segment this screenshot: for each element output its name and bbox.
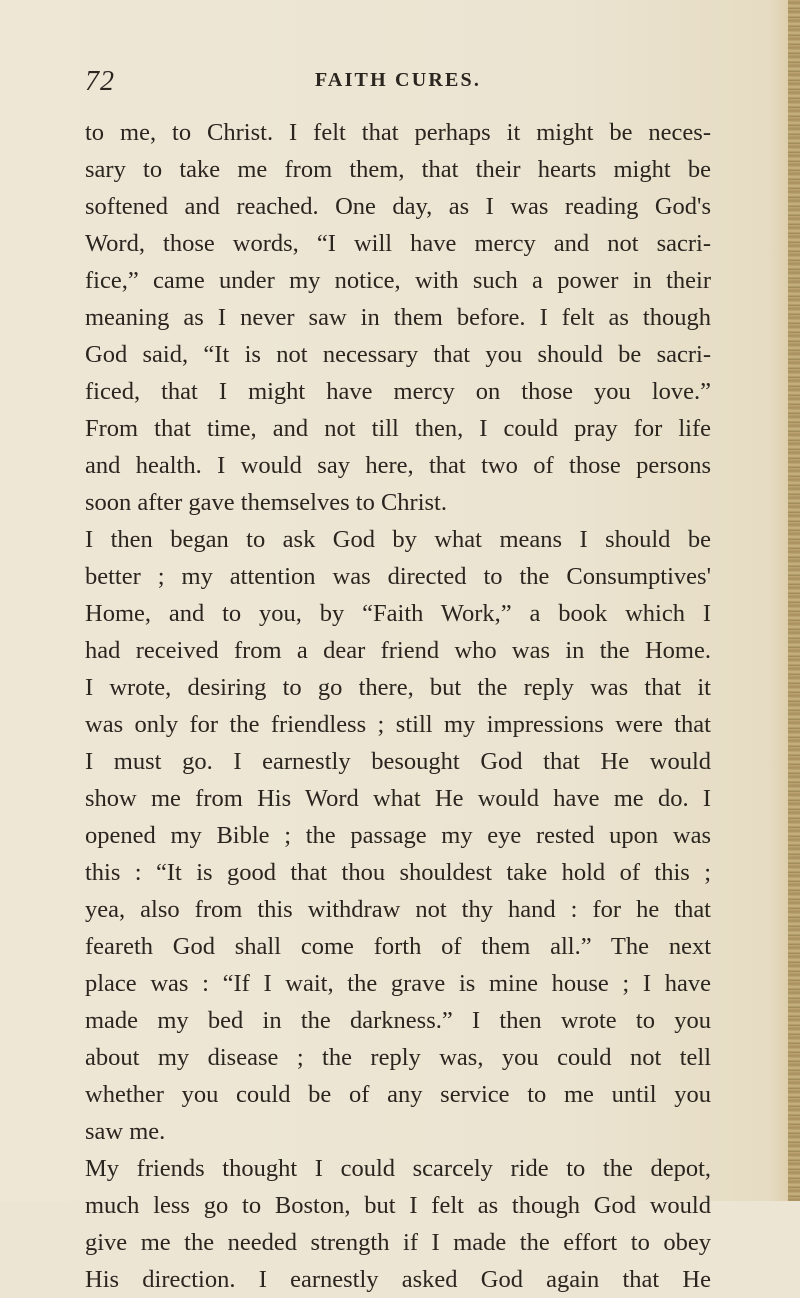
text-line: and health. I would say here, that two of those persons	[85, 452, 711, 479]
text-line: yea, also from this withdraw not thy hand : for he that	[85, 896, 711, 923]
running-head: FAITH CURES.	[315, 69, 482, 91]
text-line: sary to take me from them, that their hearts might be	[85, 156, 711, 183]
page-header	[85, 66, 715, 100]
text-line: From that time, and not till then, I could pray for life	[85, 415, 711, 442]
text-line: ficed, that I might have mercy on those you love.”	[85, 378, 711, 405]
text-line: feareth God shall come forth of them all.” The next	[85, 933, 711, 960]
page-edge	[788, 0, 800, 1201]
text-line: I then began to ask God by what means I should be	[85, 526, 711, 553]
text-line: My friends thought I could scarcely ride to the depot,	[85, 1155, 711, 1182]
text-line: softened and reached. One day, as I was reading God's	[85, 193, 711, 220]
text-line: show me from His Word what He would have me do. I	[85, 785, 711, 812]
text-line: whether you could be of any service to me until you	[85, 1081, 711, 1108]
text-line: His direction. I earnestly asked God again that He	[85, 1266, 711, 1293]
text-line: had received from a dear friend who was in the Home.	[85, 637, 711, 664]
text-line: I must go. I earnestly besought God that He would	[85, 748, 711, 775]
text-line: this : “It is good that thou shouldest take hold of this ;	[85, 859, 711, 886]
text-line: place was : “If I wait, the grave is mine house ; I have	[85, 970, 711, 997]
text-line: fice,” came under my notice, with such a power in their	[85, 267, 711, 294]
text-line: soon after gave themselves to Christ.	[85, 489, 447, 516]
text-line: better ; my attention was directed to the Consumptives'	[85, 563, 711, 590]
text-line: meaning as I never saw in them before. I felt as though	[85, 304, 711, 331]
text-line: made my bed in the darkness.” I then wrote to you	[85, 1007, 711, 1034]
page-number: 72	[85, 66, 115, 97]
body-text	[85, 114, 711, 1298]
text-line: I wrote, desiring to go there, but the reply was that it	[85, 674, 711, 701]
text-line: opened my Bible ; the passage my eye rested upon was	[85, 822, 711, 849]
text-line: to me, to Christ. I felt that perhaps it might be neces-	[85, 119, 711, 146]
text-line: give me the needed strength if I made the effort to obey	[85, 1229, 711, 1256]
text-line: saw me.	[85, 1118, 166, 1145]
text-line: Word, those words, “I will have mercy and not sacri-	[85, 230, 711, 257]
text-line: about my disease ; the reply was, you could not tell	[85, 1044, 711, 1071]
text-line: was only for the friendless ; still my impressions were that	[85, 711, 711, 738]
text-line: Home, and to you, by “Faith Work,” a book which I	[85, 600, 711, 627]
text-line: much less go to Boston, but I felt as though God would	[85, 1192, 711, 1219]
text-line: God said, “It is not necessary that you should be sacri-	[85, 341, 711, 368]
